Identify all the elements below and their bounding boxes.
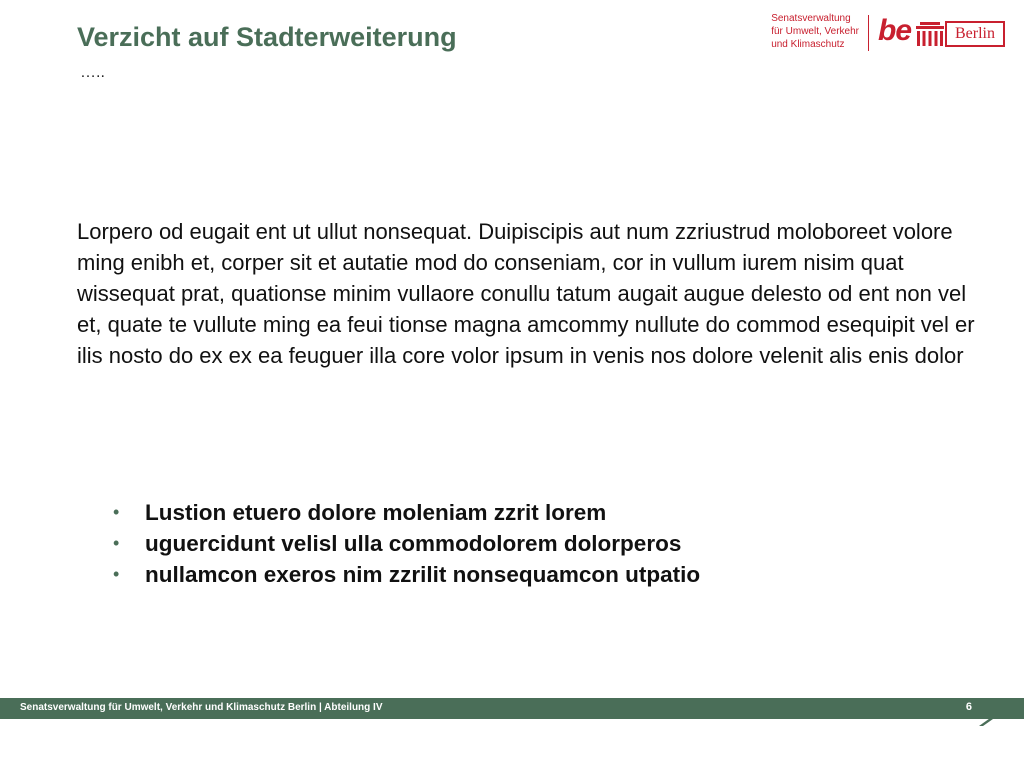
bullet-text: uguercidunt velisl ulla commodolorem dolorperos bbox=[145, 531, 682, 556]
slide-subtitle: ….. bbox=[80, 64, 105, 81]
list-item bbox=[112, 528, 700, 559]
logo-line-2: für Umwelt, Verkehr bbox=[771, 26, 859, 37]
logo-line-1: Senatsverwaltung bbox=[771, 13, 851, 24]
bullet-marker: • bbox=[113, 533, 120, 553]
body-paragraph: Lorpero od eugait ent ut ullut nonsequat. Duipiscipis aut num zzriustrud moloboreet volore ming enibh et, corper sit et autatie mod do conseniam, cor in vullum iurem nisim quat wissequat prat, quationse minim vullaore conullu tatum augait augue delesto od ent non vel et, quate te vullute ming ea feui tionse magna amcommy nullute do commod esequipit vel er ilis nosto do ex ex ea feuguer illa core volor ipsum in venis nos dolore velenit alis enis dolor bbox=[77, 219, 975, 368]
logo-line-3: und Klimaschutz bbox=[771, 39, 845, 50]
slide-title: Verzicht auf Stadterweiterung bbox=[77, 22, 457, 52]
bullet-marker: • bbox=[113, 502, 120, 522]
logo-divider bbox=[868, 15, 869, 51]
footer-bar bbox=[0, 698, 1024, 719]
list-item bbox=[112, 559, 700, 590]
bullet-marker: • bbox=[113, 564, 120, 584]
berlin-logo bbox=[764, 12, 1009, 54]
brandenburg-gate-icon bbox=[916, 22, 944, 46]
page-number: 6 bbox=[965, 701, 972, 713]
bullet-list bbox=[112, 497, 700, 590]
bullet-text: Lustion etuero dolore moleniam zzrit lorem bbox=[145, 500, 607, 525]
logo-be-text: be bbox=[878, 14, 912, 47]
footer-corner-decoration bbox=[977, 714, 993, 726]
logo-berlin-box: Berlin bbox=[945, 21, 1005, 47]
bullet-text: nullamcon exeros nim zzrilit nonsequamcon utpatio bbox=[145, 562, 701, 587]
footer-text: Senatsverwaltung für Umwelt, Verkehr und Klimaschutz Berlin | Abteilung IV bbox=[20, 702, 383, 713]
logo-department-text bbox=[771, 12, 859, 51]
list-item bbox=[112, 497, 700, 528]
